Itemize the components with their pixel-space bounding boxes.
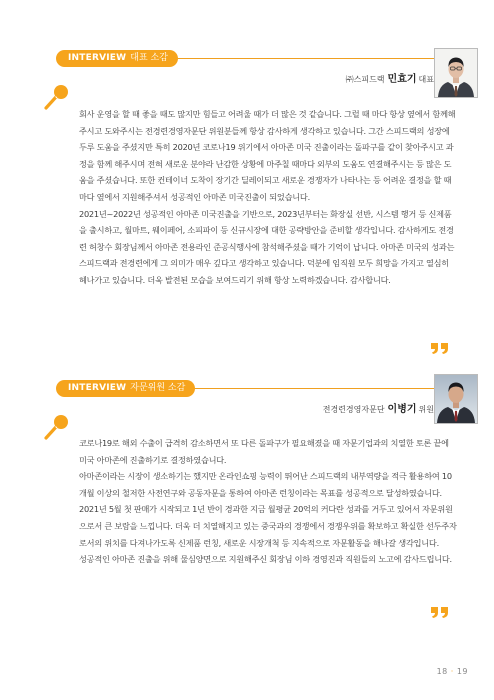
- quote-mark-icon: [430, 342, 450, 354]
- page-number-right: 19: [456, 667, 468, 676]
- speaker-org: 전경련경영자문단: [322, 405, 385, 414]
- microphone-icon: [42, 412, 74, 442]
- tag-subtitle: 대표 소감: [130, 53, 168, 63]
- tag-title: INTERVIEW: [68, 53, 127, 63]
- speaker-org: ㈜스피드랙: [345, 75, 385, 84]
- speaker-info: [346, 70, 434, 85]
- person-portrait-icon: [435, 375, 477, 423]
- speaker-photo: [434, 48, 478, 98]
- tag-title: INTERVIEW: [68, 383, 127, 393]
- paragraph: 회사 운영을 할 때 좋을 때도 많지만 힘들고 어려울 때가 더 많은 것 같습니다. 그럴 때 마다 항상 옆에서 함께해 주시고 도와주시는 전경련경영자문단 위원분들께 항상 감사하게 생각하고 있습니다. 그간 스피드랙의 성장에 두루 도움을 주셨지만 특히 2020년 코로나19 위기에서 아마존 미국 진출이라는 돌파구를 같이 찾아주시고 과정을 함께 해주시며 전혀 새로운 분야라 난감한 상황에 마주칠 때마다 외부의 도움도 연결해주시는 등 많은 도움을 주셨습니다. 또한 컨테이너 도착이 장기간 딜레이되고 새로운 경쟁자가 나타나는 등 어려운 결정을 할 때 마다 옆에서 지원해주셔서 성공적인 아마존 미국진출이 되었습니다.: [79, 109, 456, 202]
- paragraph: 성공적인 아마존 진출을 위해 물심양면으로 지원해주신 회장님 이하 경영진과 직원들의 노고에 감사드립니다.: [79, 554, 452, 565]
- interview-body: [79, 435, 457, 568]
- tag-subtitle: 자문위원 소감: [130, 383, 186, 393]
- section-tag: [56, 380, 195, 397]
- microphone-icon: [42, 82, 74, 112]
- paragraph: 2021년 5월 첫 판매가 시작되고 1년 반이 경과한 지금 월평균 20억의 커다란 성과를 거두고 있어서 자문위원으로서 큰 보람을 느낍니다. 더욱 더 치열해지고 있는 중국과의 경쟁에서 경쟁우위를 확보하고 확실한 선두주자로서의 위치를 다져나가도록 신제품 런칭, 새로운 시장개척 등 지속적으로 자문활동을 해나갈 생각입니다.: [79, 504, 457, 548]
- page-number-left: 18: [436, 667, 448, 676]
- speaker-name: 민효기: [387, 74, 417, 85]
- paragraph: 아마존이라는 시장이 생소하기는 했지만 온라인쇼핑 능력이 뛰어난 스피드랙의 내부역량을 적극 활용하여 10개월 이상의 철저한 사전연구와 공동자문을 통하여 아마존 런칭이라는 목표를 성공적으로 달성하였습니다.: [79, 471, 452, 498]
- speaker-role: 대표: [418, 75, 434, 84]
- person-portrait-icon: [435, 49, 477, 97]
- paragraph: 코로나19로 해외 수출이 급격히 감소하면서 또 다른 돌파구가 필요해졌을 때 자문기업과의 치열한 토론 끝에 미국 아마존에 진출하기로 결정하였습니다.: [79, 438, 449, 465]
- speaker-photo: [434, 374, 478, 424]
- section-tag: [56, 50, 178, 67]
- speaker-info: [323, 400, 434, 415]
- quote-mark-icon: [430, 606, 450, 618]
- speaker-name: 이병기: [387, 404, 417, 415]
- page-separator-dot: ·: [450, 667, 454, 676]
- speaker-role: 위원: [418, 405, 434, 414]
- paragraph: 2021년~2022년 성공적인 아마존 미국진출을 기반으로, 2023년부터는 화장실 선반, 시스템 행거 등 신제품을 출시하고, 월마트, 웨이페어, 소피파이 등 신규시장에 대한 공략방안을 준비할 생각입니다. 감사하게도 전경련 허창수 회장님께서 아마존 전용라인 준공식행사에 참석해주셨을 때가 기억이 납니다. 아마존 미국의 성과는 스피드랙과 전경련에게 그 의미가 매우 깊다고 생각하고 있습니다. 덕분에 임직원 모두 희망을 가지고 열심히 헤나가고 있습니다. 더욱 발전된 모습을 보여드리기 위해 항상 노력하겠습니다. 감사합니다.: [79, 208, 455, 285]
- interview-body: [79, 106, 457, 289]
- page-number: [437, 667, 468, 676]
